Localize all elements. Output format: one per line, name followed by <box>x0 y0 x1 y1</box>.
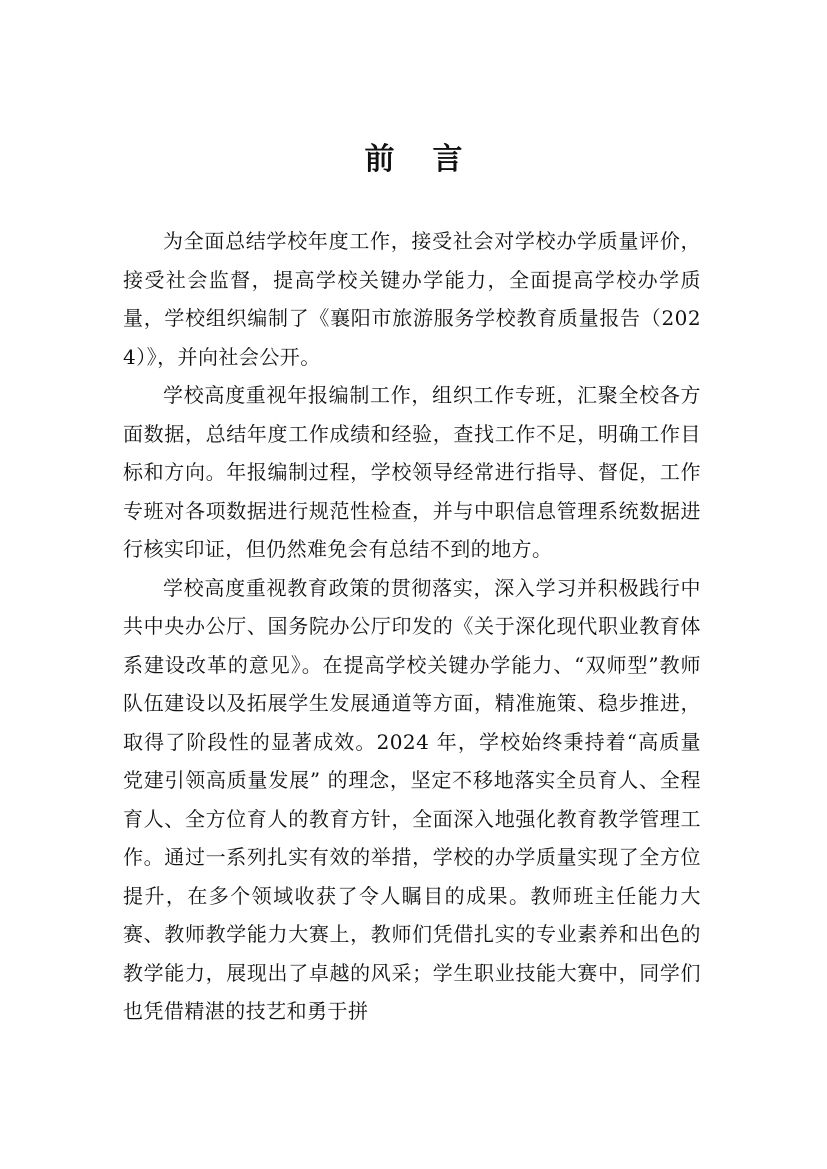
title-char-2: 言 <box>432 142 463 177</box>
paragraph-3: 学校高度重视教育政策的贯彻落实，深入学习并积极践行中共中央办公厅、国务院办公厅印发的《关于深化现代职业教育体系建设改革的意见》。在提高学校关键办学能力、“双师型”教师队伍建设以及拓展学生发展通道等方面，精准施策、稳步推进，取得了阶段性的显著成效。2024 年，学校始终秉持着“高质量党建引领高质量发展” 的理念，坚定不移地落实全员育人、全程育人、全方位育人的教育方针，全面深入地强化教育教学管理工作。通过一系列扎实有效的举措，学校的办学质量实现了全方位提升，在多个领域收获了令人瞩目的成果。教师班主任能力大赛、教师教学能力大赛上，教师们凭借扎实的专业素养和出色的教学能力，展现出了卓越的风采；学生职业技能大赛中，同学们也凭借精湛的技艺和勇于拼 <box>123 575 701 1023</box>
document-body <box>123 222 701 1031</box>
page-title <box>0 138 827 182</box>
paragraph-2: 学校高度重视年报编制工作，组织工作专班，汇聚全校各方面数据，总结年度工作成绩和经验，查找工作不足，明确工作目标和方向。年报编制过程，学校领导经常进行指导、督促，工作专班对各项数据进行规范性检查，并与中职信息管理系统数据进行核实印证，但仍然难免会有总结不到的地方。 <box>123 383 701 561</box>
paragraph-1: 为全面总结学校年度工作，接受社会对学校办学质量评价，接受社会监督，提高学校关键办学能力，全面提高学校办学质量，学校组织编制了《襄阳市旅游服务学校教育质量报告（2024）》，并向社会公开。 <box>123 229 701 369</box>
title-char-1: 前 <box>364 142 395 177</box>
